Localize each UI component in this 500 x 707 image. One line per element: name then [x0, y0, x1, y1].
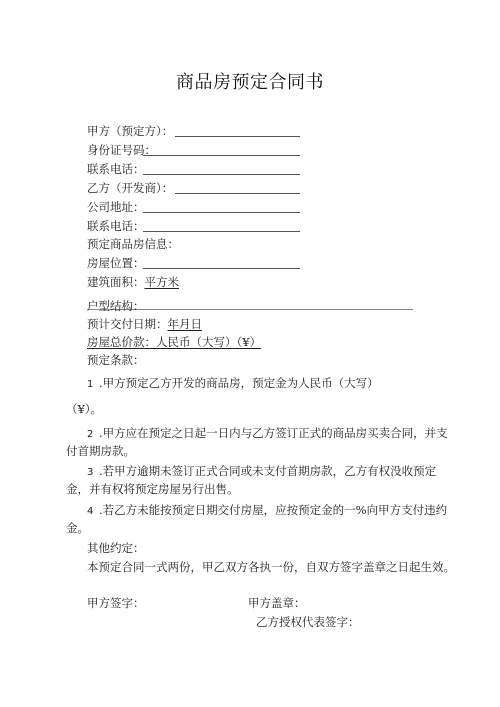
term-3-line-1 — [87, 463, 436, 481]
location-blank[interactable] — [143, 255, 300, 269]
term-1-line-1 — [87, 375, 379, 393]
other-text: 本预定合同一式两份，甲乙双方各执一份，自双方签字盖章之日起生效。 — [87, 560, 455, 574]
location-field — [87, 255, 145, 271]
area-unit[interactable]: 平方米 — [144, 275, 179, 289]
company-address-label: 公司地址： — [87, 200, 145, 214]
id-number-field — [87, 142, 156, 158]
area-field — [87, 274, 179, 290]
location-label: 房屋位置： — [87, 256, 145, 270]
terms-heading: 预定条款： — [87, 353, 145, 367]
company-address-field — [87, 199, 145, 215]
delivery-field — [87, 316, 202, 332]
term-1-text: .甲方预定乙方开发的商品房，预定金为人民币（大写） — [99, 376, 379, 390]
party-b-field — [87, 180, 173, 196]
phone-b-field — [87, 218, 145, 234]
term-3-line-2: 金，并有权将预定房屋另行出售。 — [66, 482, 239, 496]
party-a-signature[interactable]: 甲方签字： — [87, 596, 145, 610]
term-4-line-1 — [87, 502, 447, 520]
term-4-number: 4 — [87, 506, 94, 517]
area-label: 建筑面积： — [87, 275, 145, 289]
term-2-line-2: 付首期房款。 — [66, 444, 135, 458]
phone-a-blank[interactable] — [143, 161, 300, 175]
party-a-field — [87, 123, 173, 139]
delivery-value[interactable]: 年月日 — [167, 317, 202, 331]
company-address-blank[interactable] — [143, 199, 300, 213]
id-number-label: 身份证号码： — [87, 143, 156, 157]
party-a-blank[interactable] — [175, 123, 300, 137]
party-b-label: 乙方（开发商）： — [87, 181, 174, 195]
layout-field: 户型结构： — [87, 299, 145, 313]
term-1-number: 1 — [87, 379, 94, 390]
delivery-label: 预计交付日期： — [87, 317, 168, 331]
party-b-rep-signature[interactable]: 乙方授权代表签字： — [256, 615, 360, 629]
term-1-line-2: （¥）。 — [66, 402, 103, 416]
term-3-number: 3 — [87, 467, 94, 478]
term-2-line-1 — [87, 425, 448, 443]
term-2-number: 2 — [87, 429, 94, 440]
document-title: 商品房预定合同书 — [176, 72, 324, 93]
phone-a-label: 联系电话： — [87, 162, 145, 176]
id-number-blank[interactable] — [143, 142, 300, 156]
party-a-label: 甲方（预定方）： — [87, 124, 174, 138]
property-info-heading: 预定商品房信息： — [87, 237, 179, 251]
term-4-line-2: 金。 — [66, 521, 89, 535]
phone-a-field — [87, 161, 145, 177]
term-2-text: .甲方应在预定之日起一日内与乙方签订正式的商品房买卖合同，并支 — [99, 426, 448, 440]
party-b-blank[interactable] — [175, 180, 300, 194]
phone-b-label: 联系电话： — [87, 219, 145, 233]
term-4-text: .若乙方未能按预定日期交付房屋，应按预定金的一%向甲方支付违约 — [99, 503, 448, 517]
phone-b-blank[interactable] — [143, 218, 300, 232]
total-price-field[interactable]: 房屋总价款：人民币（大写）（¥） — [87, 335, 262, 349]
term-3-text: .若甲方逾期未签订正式合同或未支付首期房款，乙方有权没收预定 — [99, 464, 437, 478]
party-a-seal[interactable]: 甲方盖章： — [248, 596, 306, 610]
other-heading: 其他约定： — [87, 541, 145, 555]
